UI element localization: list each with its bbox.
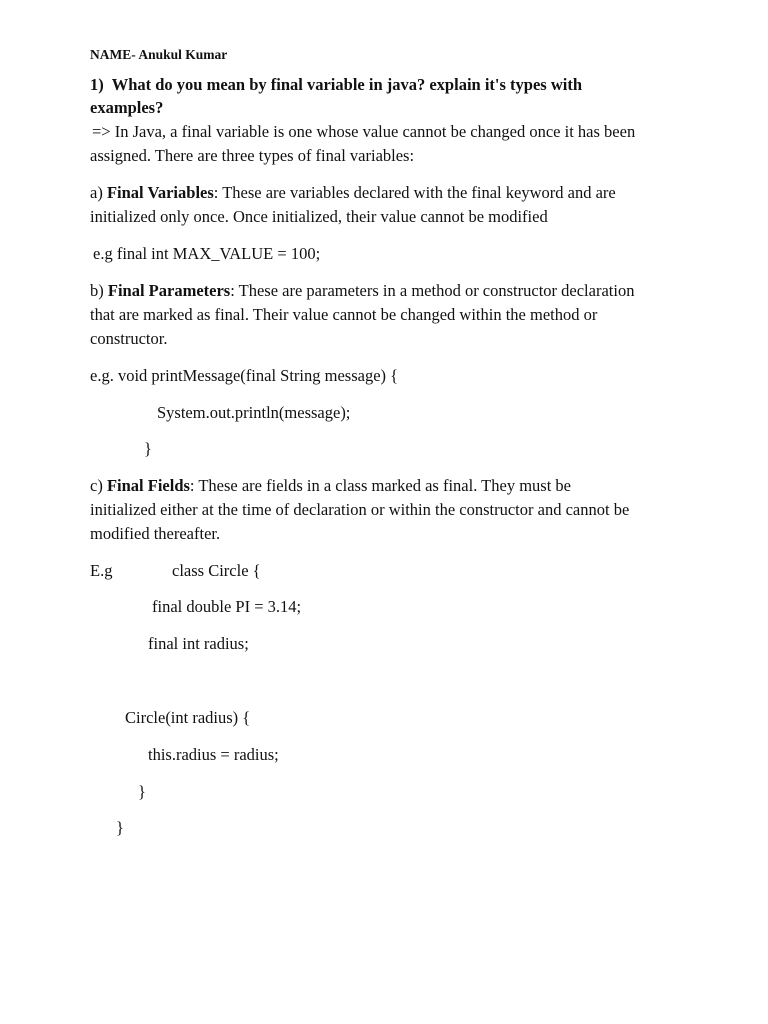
- section-b-example-line-2: System.out.println(message);: [157, 403, 351, 422]
- section-c-prefix: c): [90, 476, 107, 495]
- section-c-line-3: modified thereafter.: [90, 524, 221, 543]
- section-c-example-label: E.g: [90, 561, 113, 580]
- code-close-constructor: }: [138, 782, 146, 801]
- section-c-description: : These are fields in a class marked as final. They must be: [189, 476, 571, 495]
- answer-intro-line-1: => In Java, a final variable is one whose value cannot be changed once it has been: [92, 122, 636, 141]
- section-a-line-2: initialized only once. Once initialized, their value cannot be modified: [90, 207, 548, 226]
- section-b-line-2: that are marked as final. Their value cannot be changed within the method or: [90, 305, 598, 324]
- author-name: NAME- Anukul Kumar: [90, 47, 228, 62]
- question-line-2: examples?: [90, 98, 164, 117]
- section-b-term: Final Parameters: [107, 281, 231, 300]
- answer-intro-line-2: assigned. There are three types of final variables:: [90, 146, 415, 165]
- code-assignment: this.radius = radius;: [148, 745, 279, 764]
- code-constructor: Circle(int radius) {: [125, 708, 251, 727]
- section-b-description: : These are parameters in a method or constructor declaration: [230, 281, 635, 300]
- section-c-line-1: [90, 476, 571, 496]
- question-text: What do you mean by final variable in java? explain it's types with: [111, 75, 583, 94]
- code-field-pi: final double PI = 3.14;: [152, 597, 302, 616]
- code-field-radius: final int radius;: [148, 634, 249, 653]
- section-b-line-3: constructor.: [90, 329, 168, 348]
- question-number: 1): [90, 75, 104, 94]
- section-a-line-1: [90, 183, 616, 203]
- section-a-prefix: a): [90, 183, 107, 202]
- code-close-class: }: [116, 818, 124, 837]
- section-a-example: e.g final int MAX_VALUE = 100;: [93, 244, 321, 263]
- section-a-description: : These are variables declared with the final keyword and are: [213, 183, 616, 202]
- section-a-term: Final Variables: [106, 183, 214, 202]
- code-class-declaration: class Circle {: [172, 561, 261, 580]
- section-b-example-line-1: e.g. void printMessage(final String message) {: [90, 366, 399, 385]
- section-b-example-line-3: }: [144, 439, 152, 458]
- section-b-prefix: b): [90, 281, 108, 300]
- question-line-1: [90, 75, 582, 95]
- section-b-line-1: [90, 281, 634, 301]
- section-c-term: Final Fields: [106, 476, 190, 495]
- section-c-line-2: initialized either at the time of declaration or within the constructor and cannot be: [90, 500, 630, 519]
